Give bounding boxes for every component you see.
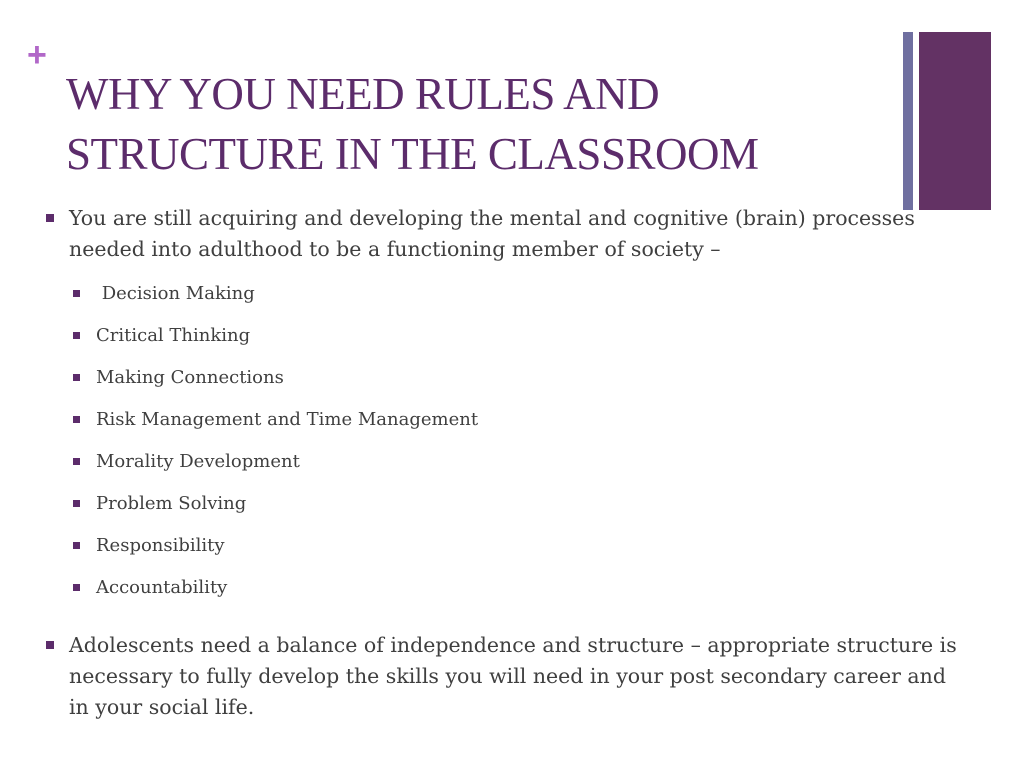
sub-bullet-text: Making Connections	[96, 367, 284, 388]
square-bullet-icon	[73, 290, 80, 297]
slide-title: WHY YOU NEED RULES AND STRUCTURE IN THE CLASSROOM	[66, 69, 759, 179]
square-bullet-icon	[46, 641, 54, 649]
square-bullet-icon	[73, 500, 80, 507]
square-bullet-icon	[73, 416, 80, 423]
square-bullet-icon	[73, 584, 80, 591]
accent-bar-block	[919, 32, 991, 210]
sub-bullet-text: Morality Development	[96, 451, 300, 472]
square-bullet-icon	[46, 214, 54, 222]
sub-bullet-text: Critical Thinking	[96, 325, 251, 346]
square-bullet-icon	[73, 332, 80, 339]
square-bullet-icon	[73, 374, 80, 381]
square-bullet-icon	[73, 542, 80, 549]
sub-bullet-text: Responsibility	[96, 535, 225, 556]
sub-bullet-text: Decision Making	[96, 283, 255, 304]
sub-bullet-text: Problem Solving	[96, 493, 247, 514]
bullet-text: Adolescents need a balance of independence and structure – appropriate structure is necessary to fully develop the skills you will need in your post secondary career and in your social life.	[69, 633, 957, 719]
bullet-text: You are still acquiring and developing the mental and cognitive (brain) processes needed into adulthood to be a functioning member of society –	[69, 206, 915, 261]
accent-bar-thin	[903, 32, 913, 210]
plus-icon: +	[27, 36, 47, 74]
square-bullet-icon	[73, 458, 80, 465]
sub-bullet-text: Accountability	[96, 577, 228, 598]
sub-bullet-text: Risk Management and Time Management	[96, 409, 479, 430]
